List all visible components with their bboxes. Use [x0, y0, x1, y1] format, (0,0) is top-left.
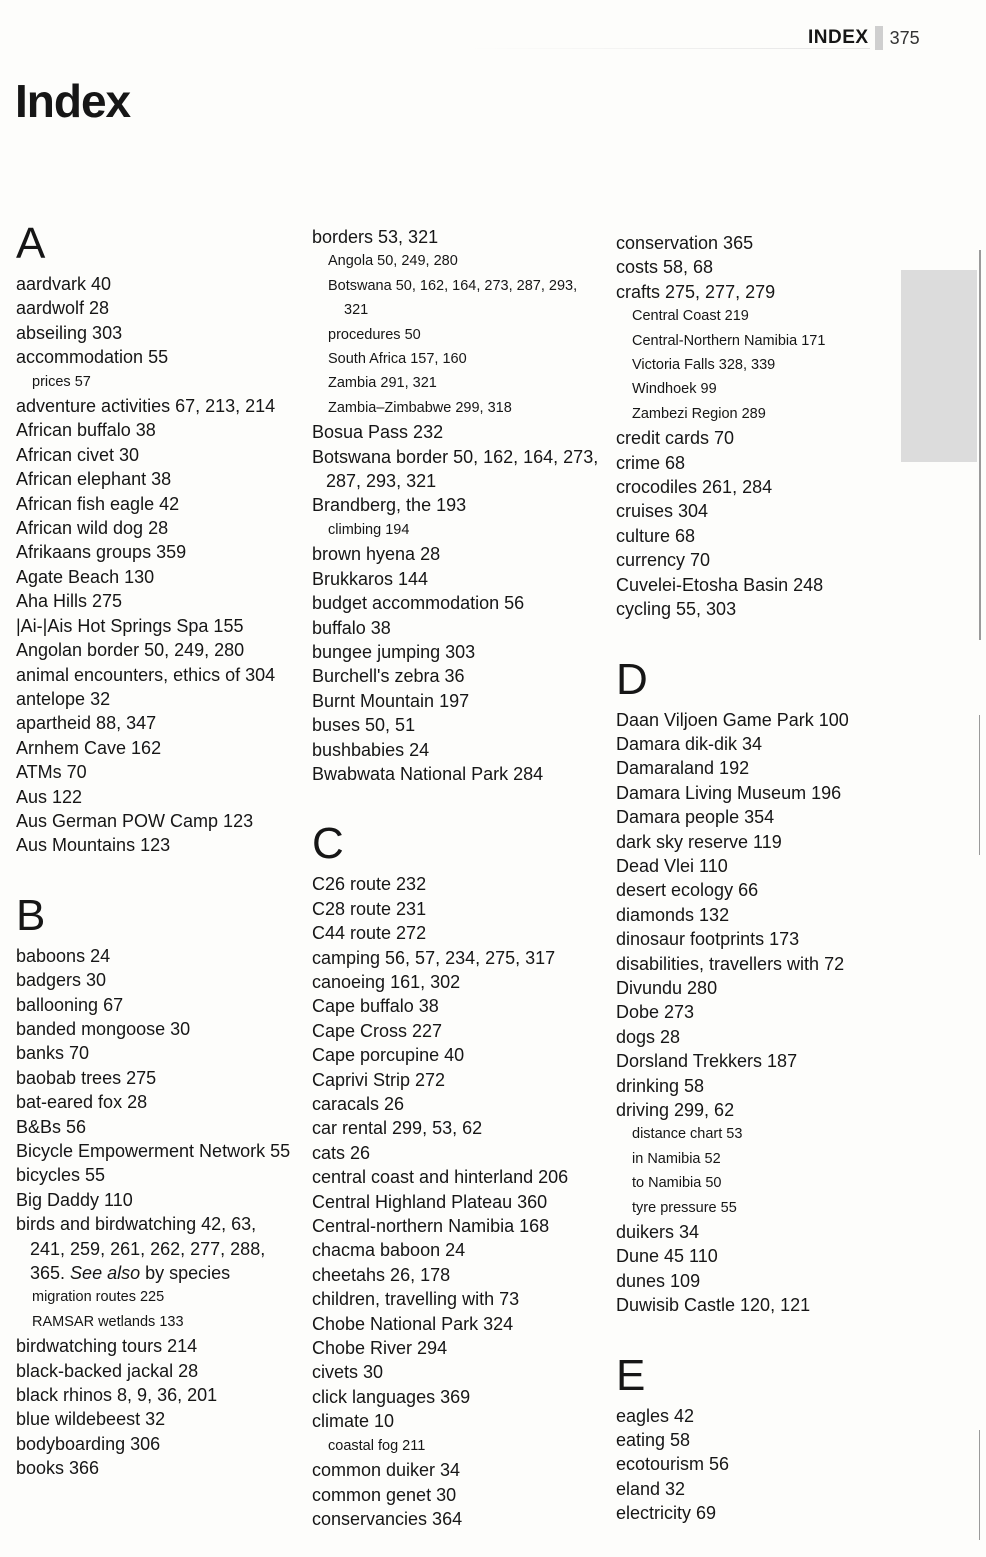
- index-entry: [616, 708, 896, 732]
- entry-text: Afrikaans groups 359: [16, 542, 187, 563]
- index-entry: [312, 225, 602, 249]
- entry-text: dogs 28: [616, 1026, 681, 1047]
- entry-text: Burnt Mountain 197: [312, 690, 470, 711]
- entry-text: black rhinos 8, 9, 36, 201: [16, 1385, 218, 1406]
- entry-text: Chobe River 294: [312, 1338, 448, 1359]
- entry-text: credit cards 70: [616, 428, 735, 449]
- index-entry: [16, 1359, 294, 1383]
- index-subentry: [312, 396, 602, 420]
- entry-text: adventure activities 67, 213, 214: [16, 396, 276, 417]
- index-entry: [616, 231, 896, 255]
- entry-text: Burchell's zebra 36: [312, 666, 465, 687]
- entry-text: chacma baboon 24: [312, 1240, 466, 1261]
- index-subentry: [312, 371, 602, 395]
- entry-text: African fish eagle 42: [16, 493, 180, 514]
- entry-text: conservancies 364: [312, 1508, 463, 1529]
- index-entry: [312, 591, 602, 615]
- entry-text: badgers 30: [16, 970, 107, 991]
- entry-text: to Namibia 50: [632, 1175, 722, 1192]
- entry-text: Agate Beach 130: [16, 566, 155, 587]
- entry-text: Zambezi Region 289: [632, 405, 766, 422]
- entry-text: books 366: [16, 1458, 100, 1479]
- entry-text: Aus Mountains 123: [16, 835, 171, 856]
- entry-text: Big Daddy 110: [16, 1189, 133, 1210]
- index-subentry: [616, 329, 896, 353]
- entry-text: dunes 109: [616, 1270, 701, 1291]
- index-entry: [312, 640, 602, 664]
- entry-text: Cape porcupine 40: [312, 1045, 465, 1066]
- entry-text: Angola 50, 249, 280: [328, 253, 458, 270]
- entry-text: buses 50, 51: [312, 715, 416, 736]
- index-entry: [16, 968, 294, 992]
- entry-text: Bosua Pass 232: [312, 422, 444, 443]
- index-entry: [616, 280, 896, 304]
- entry-text: Dorsland Trekkers 187: [616, 1051, 798, 1072]
- see-also-text: See also: [70, 1263, 141, 1284]
- index-entry: [16, 1163, 294, 1187]
- index-subentry: [616, 377, 896, 401]
- entry-text-tail: by species: [140, 1263, 231, 1284]
- index-entry: [616, 781, 896, 805]
- entry-text: cheetahs 26, 178: [312, 1264, 451, 1285]
- index-entry: [16, 1456, 294, 1480]
- index-entry: [16, 1041, 294, 1065]
- entry-text: borders 53, 321: [312, 227, 439, 247]
- index-entry: [16, 1334, 294, 1358]
- entry-text: abseiling 303: [16, 322, 123, 343]
- index-subentry: [616, 1171, 896, 1195]
- index-entry: [616, 1428, 896, 1452]
- index-entry: [16, 540, 294, 564]
- entry-text: Damaraland 192: [616, 758, 750, 779]
- entry-text: bat-eared fox 28: [16, 1092, 148, 1113]
- entry-text: Central-Northern Namibia 171: [632, 332, 826, 349]
- index-entry: [312, 872, 602, 896]
- entry-text: Central Coast 219: [632, 308, 749, 325]
- index-entry: [16, 760, 294, 784]
- entry-text: driving 299, 62: [616, 1100, 735, 1120]
- entry-text: African buffalo 38: [16, 420, 156, 441]
- index-entry: [312, 1263, 602, 1287]
- entry-text: procedures 50: [328, 326, 421, 343]
- entry-text: Central-northern Namibia 168: [312, 1216, 550, 1237]
- index-subentry: [616, 1196, 896, 1220]
- entry-text: Aus German POW Camp 123: [16, 810, 254, 831]
- index-entry: [616, 255, 896, 279]
- entry-text: ecotourism 56: [616, 1454, 730, 1475]
- index-entry: [16, 1066, 294, 1090]
- index-subentry: [312, 249, 602, 273]
- index-subentry: [616, 353, 896, 377]
- index-subentry: [312, 274, 602, 323]
- entry-text: birdwatching tours 214: [16, 1336, 198, 1357]
- entry-text: bodyboarding 306: [16, 1433, 161, 1454]
- index-entry: [16, 492, 294, 516]
- index-entry: [16, 296, 294, 320]
- page-edge-line: [979, 250, 981, 640]
- entry-text: Brukkaros 144: [312, 568, 429, 589]
- entry-text: Botswana 50, 162, 164, 273, 287, 293, 321: [328, 277, 578, 319]
- index-entry: [16, 272, 294, 296]
- entry-text: Cape buffalo 38: [312, 996, 439, 1017]
- index-entry: [16, 711, 294, 735]
- index-entry: [16, 833, 294, 857]
- page-number: 375: [889, 27, 920, 48]
- entry-text: C26 route 232: [312, 874, 427, 895]
- index-entry: [312, 1483, 602, 1507]
- index-entry: [312, 1092, 602, 1116]
- entry-text: Damara people 354: [616, 807, 775, 828]
- section-letter-e: E: [616, 1350, 646, 1400]
- index-entry: [16, 589, 294, 613]
- index-entry: [16, 663, 294, 687]
- index-entry: [616, 499, 896, 523]
- index-column-1: [16, 216, 294, 1481]
- index-entry: [312, 1458, 602, 1482]
- index-entry: [312, 1360, 602, 1384]
- entry-text: cats 26: [312, 1142, 371, 1163]
- entry-text: currency 70: [616, 550, 711, 571]
- index-entry: [616, 1220, 896, 1244]
- index-entry: [312, 762, 602, 786]
- index-entry: [312, 567, 602, 591]
- index-entry: [312, 1385, 602, 1409]
- index-entry: [312, 1165, 602, 1189]
- entry-text: coastal fog 211: [328, 1437, 426, 1454]
- entry-text: Aus 122: [16, 786, 83, 807]
- index-entry: [16, 1432, 294, 1456]
- entry-text: Caprivi Strip 272: [312, 1069, 446, 1090]
- entry-text: climate 10: [312, 1411, 395, 1432]
- index-entry: [616, 548, 896, 572]
- entry-text: camping 56, 57, 234, 275, 317: [312, 947, 556, 968]
- index-entry: [312, 994, 602, 1018]
- index-entry: [616, 475, 896, 499]
- index-entry: [16, 443, 294, 467]
- entry-text: aardvark 40: [16, 274, 112, 294]
- index-entry: [616, 524, 896, 548]
- index-subentry: [16, 1285, 294, 1309]
- entry-text: common genet 30: [312, 1484, 457, 1505]
- index-subentry: [312, 1434, 602, 1458]
- index-subentry: [616, 1122, 896, 1146]
- page-edge-line: [979, 1430, 980, 1540]
- index-subentry: [312, 518, 602, 542]
- index-entry: [616, 903, 896, 927]
- entry-text: Victoria Falls 328, 339: [632, 357, 776, 374]
- entry-text: Duwisib Castle 120, 121: [616, 1295, 811, 1316]
- entry-text: click languages 369: [312, 1386, 471, 1407]
- index-entry: [312, 1409, 602, 1433]
- index-entry: [16, 944, 294, 968]
- index-entry: [616, 597, 896, 621]
- entry-text: buffalo 38: [312, 617, 391, 638]
- index-entry: [312, 1141, 602, 1165]
- index-entry: [16, 1383, 294, 1407]
- entry-text: duikers 34: [616, 1222, 700, 1243]
- entry-text: Angolan border 50, 249, 280: [16, 640, 245, 661]
- index-entry: [16, 1090, 294, 1114]
- entry-text: bungee jumping 303: [312, 641, 476, 662]
- index-entry: [312, 970, 602, 994]
- entry-text: common duiker 34: [312, 1460, 461, 1481]
- index-entry: [616, 1269, 896, 1293]
- index-entry: [16, 516, 294, 540]
- index-entry: [616, 451, 896, 475]
- entry-text: Cuvelei-Etosha Basin 248: [616, 574, 824, 595]
- entry-text: Bicycle Empowerment Network 55: [16, 1141, 291, 1161]
- entry-text: apartheid 88, 347: [16, 713, 157, 734]
- entry-text: crime 68: [616, 452, 686, 473]
- entry-text: civets 30: [312, 1362, 384, 1383]
- entry-text: budget accommodation 56: [312, 593, 525, 614]
- entry-text: desert ecology 66: [616, 880, 759, 901]
- entry-text: RAMSAR wetlands 133: [32, 1313, 184, 1330]
- index-entry: [616, 976, 896, 1000]
- entry-text: antelope 32: [16, 688, 111, 709]
- entry-text: Damara dik-dik 34: [616, 733, 763, 754]
- entry-text: birds and birdwatching 42, 63, 241, 259, 261, 262, 277, 288, 365.: [16, 1214, 266, 1284]
- index-entry: [16, 345, 294, 369]
- entry-text: African elephant 38: [16, 469, 172, 490]
- entry-text: ATMs 70: [16, 762, 87, 783]
- index-entry: [312, 493, 602, 517]
- entry-text: |Ai-|Ais Hot Springs Spa 155: [16, 615, 244, 636]
- index-subentry: [616, 1147, 896, 1171]
- entry-text: Divundu 280: [616, 977, 718, 998]
- index-subentry: [16, 370, 294, 394]
- entry-text: cruises 304: [616, 501, 709, 522]
- index-entry: [616, 1244, 896, 1268]
- index-entry: [16, 1407, 294, 1431]
- index-entry: [16, 565, 294, 589]
- index-entry: [16, 785, 294, 809]
- entry-text: Chobe National Park 324: [312, 1313, 514, 1334]
- entry-text: eland 32: [616, 1478, 686, 1499]
- entry-text: Dobe 273: [616, 1002, 695, 1023]
- entry-text: bicycles 55: [16, 1165, 106, 1186]
- entry-text: banks 70: [16, 1043, 90, 1064]
- entry-text: crocodiles 261, 284: [616, 477, 773, 498]
- entry-text: distance chart 53: [632, 1126, 743, 1143]
- entry-text: Cape Cross 227: [312, 1020, 443, 1041]
- entry-text: accommodation 55: [16, 347, 169, 368]
- index-entry: [16, 1139, 294, 1163]
- index-entry: [16, 993, 294, 1017]
- index-entry: [312, 1116, 602, 1140]
- entry-text: banded mongoose 30: [16, 1018, 191, 1039]
- entry-text: aardwolf 28: [16, 298, 110, 319]
- entry-text: diamonds 132: [616, 904, 730, 925]
- index-entry: [616, 1293, 896, 1317]
- index-entry: [16, 638, 294, 662]
- index-entry: [616, 952, 896, 976]
- index-entry: [312, 1190, 602, 1214]
- index-entry: [616, 830, 896, 854]
- index-subentry: [312, 347, 602, 371]
- index-entry: [616, 927, 896, 951]
- entry-text: black-backed jackal 28: [16, 1360, 199, 1381]
- index-entry: [312, 1238, 602, 1262]
- index-entry: [616, 1049, 896, 1073]
- index-entry: [616, 573, 896, 597]
- index-entry: [616, 1098, 896, 1122]
- entry-text: bushbabies 24: [312, 739, 430, 760]
- index-entry: [312, 664, 602, 688]
- thumb-index-tab: [901, 270, 977, 462]
- index-column-3: [616, 231, 896, 1526]
- entry-text: Zambia 291, 321: [328, 375, 437, 392]
- index-entry: [312, 689, 602, 713]
- entry-text: costs 58, 68: [616, 257, 714, 278]
- entry-text: blue wildebeest 32: [16, 1409, 166, 1430]
- page-title: Index: [15, 75, 131, 127]
- entry-text: C44 route 272: [312, 923, 427, 944]
- index-entry: [616, 1025, 896, 1049]
- running-head: [808, 26, 920, 50]
- entry-text: disabilities, travellers with 72: [616, 953, 845, 974]
- entry-text: South Africa 157, 160: [328, 351, 467, 368]
- index-entry: [16, 418, 294, 442]
- index-entry: [616, 1501, 896, 1525]
- index-entry: [616, 1074, 896, 1098]
- index-entry: [16, 809, 294, 833]
- entry-text: crafts 275, 277, 279: [616, 281, 776, 302]
- index-entry: [312, 542, 602, 566]
- entry-text: culture 68: [616, 525, 696, 546]
- index-entry: [312, 713, 602, 737]
- index-entry: [616, 426, 896, 450]
- index-entry: [312, 1068, 602, 1092]
- entry-text: climbing 194: [328, 521, 410, 538]
- index-entry: [312, 1312, 602, 1336]
- entry-text: African wild dog 28: [16, 518, 169, 539]
- index-entry: [16, 1212, 294, 1285]
- entry-text: caracals 26: [312, 1094, 405, 1114]
- index-entry: [312, 616, 602, 640]
- index-entry: [16, 1115, 294, 1139]
- index-entry: [312, 1043, 602, 1067]
- index-entry: [16, 1188, 294, 1212]
- index-entry: [312, 445, 602, 494]
- index-entry: [312, 1336, 602, 1360]
- entry-text: Brandberg, the 193: [312, 495, 467, 516]
- index-entry: [16, 736, 294, 760]
- entry-text: Botswana border 50, 162, 164, 273, 287, 293, 321: [312, 446, 599, 492]
- running-head-divider: [875, 26, 883, 50]
- entry-text: Zambia–Zimbabwe 299, 318: [328, 399, 512, 416]
- entry-text: tyre pressure 55: [632, 1199, 737, 1216]
- entry-text: Dead Vlei 110: [616, 855, 728, 876]
- index-entry: [16, 614, 294, 638]
- entry-text: Aha Hills 275: [16, 591, 123, 612]
- section-letter-b: B: [16, 890, 46, 940]
- entry-text: baboons 24: [16, 945, 111, 966]
- entry-text: car rental 299, 53, 62: [312, 1118, 483, 1139]
- entry-text: brown hyena 28: [312, 544, 441, 565]
- index-entry: [312, 921, 602, 945]
- entry-text: children, travelling with 73: [312, 1289, 520, 1310]
- section-letter-a: A: [16, 219, 46, 268]
- entry-text: animal encounters, ethics of 304: [16, 664, 276, 685]
- index-entry: [16, 687, 294, 711]
- entry-text: dinosaur footprints 173: [616, 929, 800, 950]
- index-entry: [312, 420, 602, 444]
- section-letter-c: C: [312, 819, 344, 869]
- entry-text: eagles 42: [616, 1405, 695, 1426]
- index-entry: [312, 738, 602, 762]
- entry-text: Bwabwata National Park 284: [312, 763, 544, 784]
- entry-text: prices 57: [32, 373, 91, 390]
- index-entry: [312, 946, 602, 970]
- index-entry: [616, 854, 896, 878]
- entry-text: electricity 69: [616, 1503, 717, 1524]
- index-subentry: [616, 402, 896, 426]
- entry-text: Arnhem Cave 162: [16, 737, 162, 758]
- entry-text: ballooning 67: [16, 994, 124, 1015]
- index-column-2: [312, 225, 602, 1531]
- entry-text: in Namibia 52: [632, 1150, 721, 1167]
- index-entry: [16, 321, 294, 345]
- index-subentry: [16, 1310, 294, 1334]
- entry-text: Central Highland Plateau 360: [312, 1191, 548, 1212]
- entry-text: Dune 45 110: [616, 1246, 718, 1267]
- entry-text: drinking 58: [616, 1075, 705, 1096]
- index-entry: [16, 467, 294, 491]
- entry-text: conservation 365: [616, 233, 754, 253]
- page-edge-line: [979, 715, 980, 855]
- entry-text: dark sky reserve 119: [616, 831, 782, 852]
- entry-text: Windhoek 99: [632, 381, 717, 398]
- index-entry: [616, 732, 896, 756]
- index-entry: [616, 1000, 896, 1024]
- index-entry: [16, 394, 294, 418]
- entry-text: B&Bs 56: [16, 1116, 87, 1137]
- running-head-label: INDEX: [808, 27, 869, 48]
- entry-text: migration routes 225: [32, 1289, 165, 1306]
- index-subentry: [616, 304, 896, 328]
- index-entry: [616, 1404, 896, 1428]
- entry-text: cycling 55, 303: [616, 599, 737, 620]
- entry-text: Damara Living Museum 196: [616, 782, 842, 803]
- entry-text: canoeing 161, 302: [312, 971, 461, 992]
- index-entry: [312, 1287, 602, 1311]
- index-entry: [16, 1017, 294, 1041]
- index-entry: [312, 1214, 602, 1238]
- index-entry: [616, 805, 896, 829]
- index-entry: [616, 756, 896, 780]
- entry-text: eating 58: [616, 1430, 691, 1451]
- section-letter-d: D: [616, 654, 648, 704]
- entry-text: central coast and hinterland 206: [312, 1167, 569, 1188]
- index-subentry: [312, 323, 602, 347]
- entry-text: baobab trees 275: [16, 1067, 157, 1088]
- entry-text: Daan Viljoen Game Park 100: [616, 709, 849, 730]
- index-entry: [312, 1019, 602, 1043]
- index-entry: [616, 1452, 896, 1476]
- index-entry: [312, 1507, 602, 1531]
- index-entry: [312, 897, 602, 921]
- entry-text: C28 route 231: [312, 898, 427, 919]
- index-entry: [616, 1477, 896, 1501]
- index-entry: [616, 878, 896, 902]
- entry-text: African civet 30: [16, 444, 140, 465]
